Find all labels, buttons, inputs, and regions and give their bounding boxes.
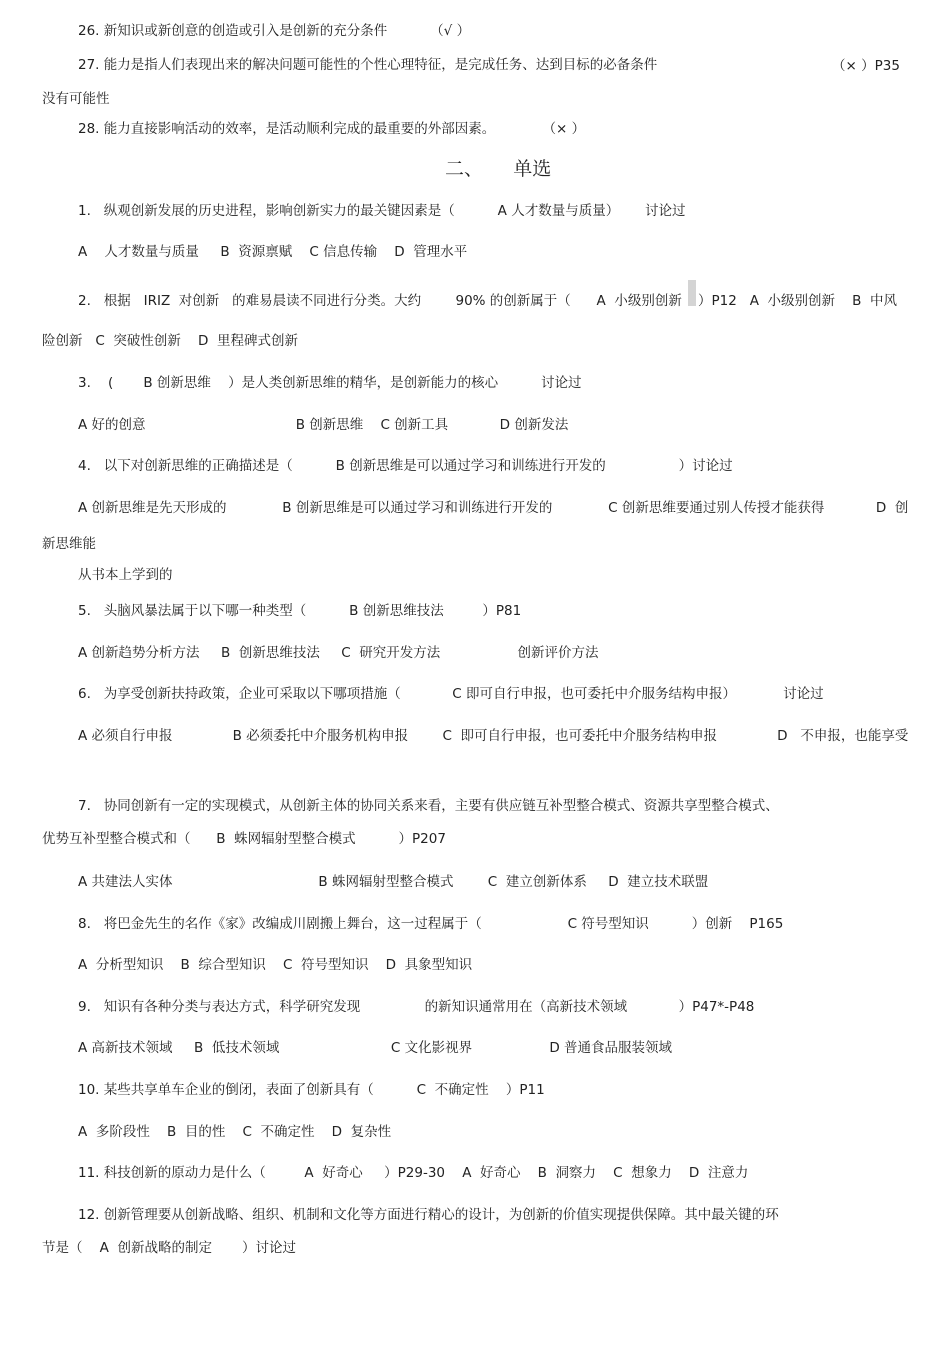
q7-question: 7. 协同创新有一定的实现模式，从创新主体的协同关系来看，主要有供应链互补型整合模式、资源共享型整合模式、 [78,798,779,814]
q1-question: 1. 纵观创新发展的历史进程，影响创新实力的最关键因素是（ A 人才数量与质量） 讨论过 [78,203,686,219]
q11-question: 11. 科技创新的原动力是什么（ A 好奇心 ）P29-30 A 好奇心 B 洞察力 C 想象力 D 注意力 [78,1165,749,1181]
q7-question-cont: 优势互补型整合模式和（ B 蛛网辐射型整合模式 ）P207 [42,831,446,847]
q28-line: 28. 能力直接影响活动的效率，是活动顺利完成的最重要的外部因素。 （× ） [78,121,586,137]
highlight-mark [688,280,696,306]
q6-options: A 必须自行申报 B 必须委托中介服务机构申报 C 即可自行申报，也可委托中介服务结构申报 D 不申报，也能享受 [78,728,909,744]
q4-question: 4. 以下对创新思维的正确描述是（ B 创新思维是可以通过学习和训练进行开发的 ）讨论过 [78,458,733,474]
q27-note: 没有可能性 [42,91,110,107]
q10-question: 10. 某些共享单车企业的倒闭，表面了创新具有（ C 不确定性 ）P11 [78,1082,545,1098]
q5-options: A 创新趋势分析方法 B 创新思维技法 C 研究开发方法 创新评价方法 [78,645,599,661]
q4-options: A 创新思维是先天形成的 B 创新思维是可以通过学习和训练进行开发的 C 创新思维要通过别人传授才能获得 D 创 [78,500,909,516]
q27-answer: （× ）P35 [832,58,900,74]
q8-question: 8. 将巴金先生的名作《家》改编成川剧搬上舞台，这一过程属于（ C 符号型知识 ）创新 P165 [78,916,784,932]
q4-options-tail: 从书本上学到的 [78,567,173,583]
q2-options: 险创新 C 突破性创新 D 里程碑式创新 [42,333,299,349]
q3-options: A 好的创意 B 创新思维 C 创新工具 D 创新发法 [78,417,569,433]
q10-options: A 多阶段性 B 目的性 C 不确定性 D 复杂性 [78,1124,392,1140]
q9-options: A 高新技术领域 B 低技术领域 C 文化影视界 D 普通食品服装领域 [78,1040,673,1056]
q5-question: 5. 头脑风暴法属于以下哪一种类型（ B 创新思维技法 ）P81 [78,603,522,619]
q12-question-cont: 节是（ A 创新战略的制定 ）讨论过 [42,1240,297,1256]
q6-question: 6. 为享受创新扶持政策，企业可采取以下哪项措施（ C 即可自行申报，也可委托中介服务结构申报） 讨论过 [78,686,824,702]
q3-question: 3. ( B 创新思维 ）是人类创新思维的精华，是创新能力的核心 讨论过 [78,375,582,391]
q7-options: A 共建法人实体 B 蛛网辐射型整合模式 C 建立创新体系 D 建立技术联盟 [78,874,709,890]
q12-question: 12. 创新管理要从创新战略、组织、机制和文化等方面进行精心的设计，为创新的价值实现提供保障。其中最关键的环 [78,1207,779,1223]
q26-line: 26. 新知识或新创意的创造或引入是创新的充分条件 （√ ） [78,23,471,39]
q8-options: A 分析型知识 B 综合型知识 C 符号型知识 D 具象型知识 [78,957,473,973]
q9-question: 9. 知识有各种分类与表达方式，科学研究发现 的新知识通常用在（高新技术领域 ）P47*-P48 [78,999,755,1015]
q1-options: A 人才数量与质量 B 资源禀赋 C 信息传输 D 管理水平 [78,244,468,260]
q2-question-cont: ）P12 A 小级别创新 B 中风 [698,293,898,309]
q27-line: 27. 能力是指人们表现出来的解决问题可能性的个性心理特征，是完成任务、达到目标的必备条件 [78,57,658,73]
q4-options-cont: 新思维能 [42,536,96,552]
section-title: 二、 单选 [445,158,552,180]
q2-question: 2. 根据 IRIZ 对创新 的难易晨读不同进行分类。大约 90% 的创新属于（ A 小级别创新 [78,293,682,309]
